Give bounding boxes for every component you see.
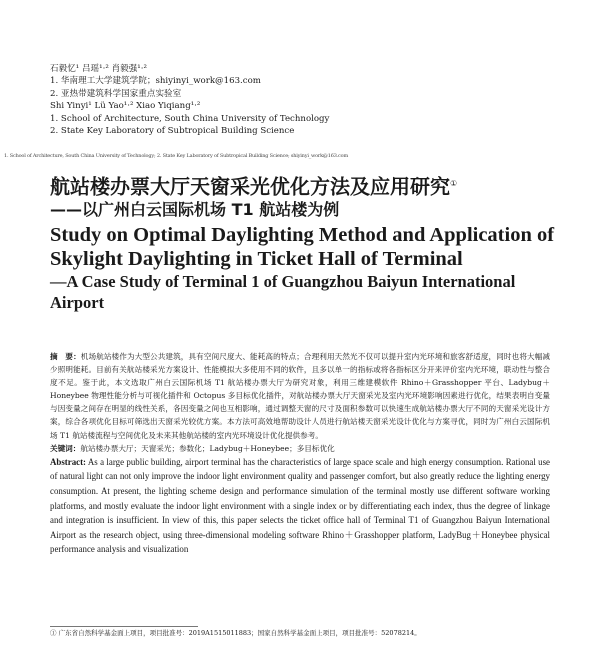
- title-cn: [50, 172, 570, 199]
- title-cn-note: ①: [450, 179, 458, 188]
- abstract-en-text: As a large public building, airport terminal has the characteristics of large space scale and high energy consumption. Rational use of natural light can not only improve the indoor light environment quality and passenger comfort, but also greatly reduce the lighting energy consumption. At present, the lighting scheme design and performance simulation of the terminal mostly use different software working platforms, and mostly evaluate the indoor light environment with a single index or by differentiating each index, thus the degree of linkage and integration is insufficient. In view of this, this paper selects the ticket office hall of Terminal T1 of Guangzhou Baiyun International Airport as the research object, using three-dimensional modeling software Rhino＋Grasshopper platform, LadyBug＋Honeybee physical performance analysis and visualization: [50, 456, 550, 555]
- authors-cn: 石毅忆¹ 吕瑶¹·² 肖毅强¹·²: [50, 64, 147, 74]
- keywords-cn-text: 航站楼办票大厅；天窗采光；参数化；Ladybug＋Honeybee；多目标优化: [80, 443, 335, 453]
- affiliation-cn-1: 1. 华南理工大学建筑学院；shiyinyi_work@163.com: [50, 76, 261, 87]
- keywords-cn-label: 关键词：: [50, 443, 81, 453]
- authors-en: Shi Yinyi¹ Lü Yao¹·² Xiao Yiqiang¹·²: [50, 101, 201, 112]
- affiliation-en-1: 1. School of Architecture, South China University of Technology: [50, 113, 330, 124]
- affiliation-en-2: 2. State Key Laboratory of Subtropical Building Science: [50, 126, 295, 137]
- abstract-cn: [50, 350, 550, 442]
- abstract-en: [50, 455, 550, 557]
- keywords-cn: [50, 442, 550, 455]
- abstract-cn-text: 机场航站楼作为大型公共建筑，具有空间尺度大、能耗高的特点；合理利用天然光不仅可以提升室内光环境和旅客舒适度，同时也将大幅减少照明能耗。目前有关航站楼采光方案设计、性能模拟大多使用不同的软件，且多以单一的指标或将各指标区分开来评价室内光环境，联动性与整合度不足。鉴于此，本文选取广州白云国际机场 T1 航站楼办票大厅为研究对象，利用三维建模软件 Rhino＋Grasshopper 平台、Ladybug＋Honeybee 物理性能分析与可视化插件和 Octopus 多目标优化插件，对航站楼办票大厅天窗采光及室内光环境影响因素进行优化，结果表明自变量与因变量之间存在明显的线性关系，各因变量之间也互相影响，通过调整天窗的尺寸及面积参数可以快速生成航站楼办票大厅不同的天窗采光设计方案，综合各项优化目标可筛选出天窗采光较优方案。本方法可高效地帮助设计人员进行航站楼天窗采光设计优化与方案寻优，同时为广州白云国际机场 T1 航站楼流程与空间优化及未来其他航站楼的室内光环境设计优化提供参考。: [50, 352, 550, 440]
- subtitle-en: —A Case Study of Terminal 1 of Guangzhou Baiyun International Airport: [50, 271, 516, 312]
- affiliation-strip: 1. School of Architecture, South China University of Technology; 2. State Key Laboratory of Subtropical Building Science; shiyinyi_work@163.com: [4, 153, 349, 159]
- abstract-en-label: Abstract:: [50, 456, 86, 467]
- author-affiliation-block: [50, 63, 550, 137]
- footnote: ① 广东省自然科学基金面上项目，项目批准号：2019A1515011883；国家自然科学基金面上项目，项目批准号：52078214。: [50, 629, 421, 637]
- abstract-section: [50, 350, 550, 557]
- abstract-cn-label: 摘 要：: [50, 352, 81, 361]
- subtitle-cn: ——以广州白云国际机场 T1 航站楼为例: [50, 199, 340, 219]
- title-en: Study on Optimal Daylighting Method and Application of Skylight Daylighting in Ticket Hall of Terminal: [50, 223, 555, 270]
- footnote-divider: [50, 626, 198, 627]
- title-cn-text: 航站楼办票大厅天窗采光优化方法及应用研究: [50, 174, 450, 199]
- title-block: [50, 172, 570, 313]
- affiliation-cn-2: 2. 亚热带建筑科学国家重点实验室: [50, 88, 182, 99]
